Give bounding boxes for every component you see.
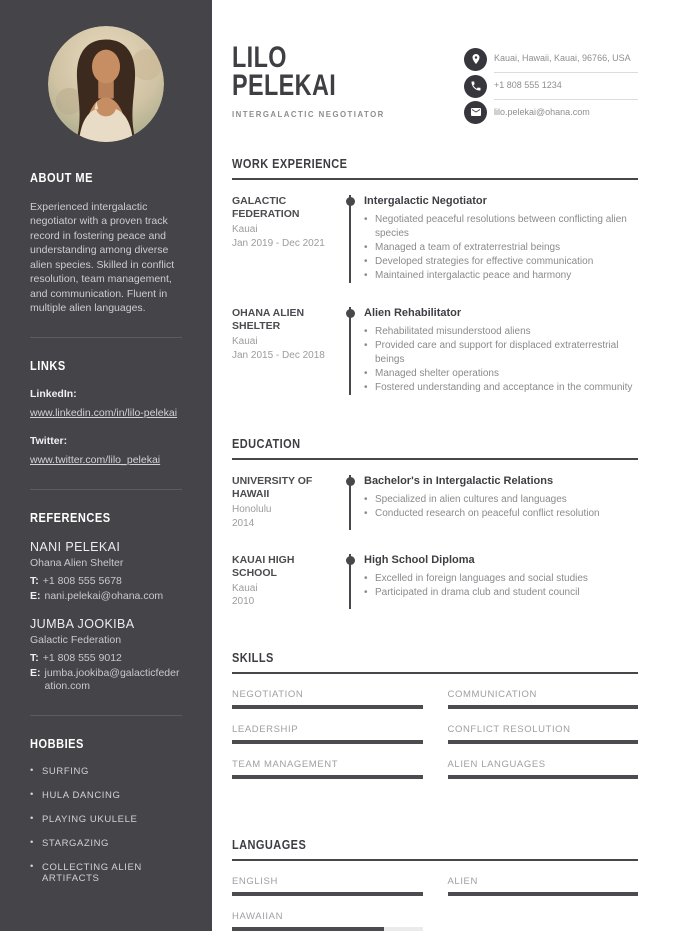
- links-section: [30, 358, 182, 468]
- languages-section: [232, 836, 638, 946]
- entry-dates: 2014: [232, 517, 255, 529]
- page-title: [232, 41, 398, 102]
- education-entry: [232, 554, 638, 613]
- entry-meta: [232, 195, 336, 283]
- links-heading: LINKS: [30, 357, 66, 373]
- skill-bar: [232, 705, 423, 709]
- location-pin-icon: [464, 48, 487, 71]
- link-linkedin: [30, 388, 182, 421]
- language-bar: [448, 892, 639, 896]
- entry-dates: Jan 2015 - Dec 2018: [232, 349, 325, 361]
- reference-email: jumba.jookiba@galacticfederation.com: [44, 667, 180, 693]
- skills-heading: SKILLS: [232, 650, 274, 665]
- skill-label: COMMUNICATION: [447, 688, 537, 700]
- reference-email: nani.pelekai@ohana.com: [44, 590, 164, 602]
- bullet-list: [364, 493, 638, 521]
- bullet: • Excelled in foreign languages and social studies: [364, 572, 638, 586]
- avatar: [48, 26, 164, 142]
- skills-grid: [232, 689, 638, 794]
- twitter-label: Twitter:: [30, 434, 68, 447]
- skill-label: LEADERSHIP: [232, 723, 299, 735]
- education-entry: [232, 475, 638, 554]
- company-name: OHANA ALIEN SHELTER: [232, 307, 305, 332]
- references-heading: REFERENCES: [30, 509, 111, 525]
- language-item: [232, 876, 423, 896]
- school-location: Honolulu: [232, 504, 272, 516]
- school-name: KAUAI HIGH SCHOOL: [232, 554, 295, 579]
- references-section: [30, 510, 182, 694]
- link-twitter: [30, 435, 182, 468]
- skill-item: [448, 759, 639, 779]
- language-bar: [232, 892, 423, 896]
- email-label: E:: [30, 667, 41, 680]
- entry-details: [364, 554, 638, 609]
- skill-bar: [448, 775, 639, 779]
- language-bar-fill: [232, 892, 423, 896]
- timeline: [336, 475, 364, 530]
- work-experience-section: [232, 155, 638, 399]
- company-name: GALACTIC FEDERATION: [232, 195, 300, 220]
- job-role: Alien Rehabilitator: [364, 307, 462, 320]
- timeline: [336, 554, 364, 609]
- skill-label: TEAM MANAGEMENT: [232, 758, 339, 770]
- skill-label: ALIEN LANGUAGES: [447, 758, 546, 770]
- linkedin-url[interactable]: www.linkedin.com/in/lilo-pelekai: [30, 406, 178, 419]
- language-label: HAWAIIAN: [232, 910, 284, 922]
- language-bar-fill: [232, 927, 384, 931]
- language-label: ALIEN: [447, 875, 478, 887]
- last-name: PELEKAI: [232, 69, 337, 102]
- languages-grid: [232, 876, 638, 946]
- identity-block: [232, 41, 398, 125]
- section-heading: [232, 435, 638, 460]
- header: [232, 41, 638, 125]
- skill-bar: [448, 740, 639, 744]
- hobbies-heading: HOBBIES: [30, 735, 84, 751]
- reference-phone: +1 808 555 5678: [42, 574, 122, 587]
- contact-email: [464, 100, 638, 126]
- bullet: • Rehabilitated misunderstood aliens: [364, 325, 638, 339]
- reference-item: [30, 617, 182, 693]
- section-heading: [232, 649, 638, 674]
- main-content: [212, 0, 675, 931]
- contact-location: [464, 46, 638, 73]
- divider: [30, 337, 182, 338]
- skill-item: [232, 759, 423, 779]
- skill-bar-fill: [448, 740, 639, 744]
- skill-bar-fill: [448, 775, 639, 779]
- entry-details: [364, 475, 638, 530]
- skill-item: [448, 724, 639, 744]
- bullet: • Specialized in alien cultures and languages: [364, 493, 638, 507]
- bullet: • Participated in drama club and student council: [364, 586, 638, 600]
- email-icon: [464, 101, 487, 124]
- entry-meta: [232, 475, 336, 530]
- hobby-item: • STARGAZING: [30, 838, 182, 849]
- skill-label: CONFLICT RESOLUTION: [447, 723, 571, 735]
- degree-title: High School Diploma: [364, 554, 475, 567]
- skill-item: [448, 689, 639, 709]
- section-heading: [232, 155, 638, 180]
- bullet-list: [364, 325, 638, 395]
- language-bar: [232, 927, 423, 931]
- skill-bar-fill: [232, 740, 423, 744]
- section-heading: [232, 836, 638, 861]
- bullet-list: [364, 572, 638, 600]
- bullet: • Fostered understanding and acceptance in the community: [364, 381, 638, 395]
- bullet: • Negotiated peaceful resolutions between conflicting alien species: [364, 213, 638, 241]
- education-heading: EDUCATION: [232, 437, 301, 452]
- about-text: Experienced intergalactic negotiator with a proven track record in fostering peace and understanding among diverse alien species. Skilled in conflict resolution, team management, and communication. Fluent in multiple alien languages.: [30, 201, 175, 315]
- timeline: [336, 195, 364, 283]
- hobby-item: • SURFING: [30, 766, 182, 777]
- entry-dates: Jan 2019 - Dec 2021: [232, 237, 325, 249]
- entry-meta: [232, 554, 336, 609]
- phone-label: T:: [30, 574, 39, 587]
- hobby-item: • HULA DANCING: [30, 790, 182, 801]
- bullet: • Developed strategies for effective communication: [364, 255, 638, 269]
- linkedin-label: LinkedIn:: [30, 387, 77, 400]
- hobby-item: • COLLECTING ALIEN ARTIFACTS: [30, 862, 182, 884]
- hobbies-section: [30, 736, 182, 884]
- company-location: Kauai: [232, 336, 258, 348]
- language-item: [232, 911, 423, 931]
- sidebar: [0, 0, 212, 931]
- email-label: E:: [30, 590, 41, 602]
- skill-bar-fill: [232, 775, 423, 779]
- entry-meta: [232, 307, 336, 395]
- reference-item: [30, 540, 182, 603]
- phone-icon: [464, 75, 487, 98]
- skill-bar: [448, 705, 639, 709]
- entry-dates: 2010: [232, 596, 255, 608]
- entry-details: [364, 307, 638, 395]
- entry-details: [364, 195, 638, 283]
- degree-title: Bachelor's in Intergalactic Relations: [364, 475, 554, 488]
- bullet: • Maintained intergalactic peace and harmony: [364, 269, 638, 283]
- company-location: Kauai: [232, 224, 258, 236]
- reference-phone: +1 808 555 9012: [42, 652, 122, 665]
- hobby-list: [30, 766, 182, 884]
- education-section: [232, 435, 638, 613]
- first-name: LILO: [232, 41, 287, 74]
- profile-photo: [48, 26, 164, 142]
- skill-bar-fill: [448, 705, 639, 709]
- skill-bar: [232, 775, 423, 779]
- school-location: Kauai: [232, 582, 258, 594]
- reference-org: Ohana Alien Shelter: [30, 556, 124, 569]
- reference-name: JUMBA JOOKIBA: [30, 617, 135, 632]
- hobby-item: • PLAYING UKULELE: [30, 814, 182, 825]
- contact-block: [464, 46, 638, 125]
- contact-phone-text: +1 808 555 1234: [494, 73, 638, 100]
- bullet: • Conducted research on peaceful conflict resolution: [364, 507, 638, 521]
- reference-name: NANI PELEKAI: [30, 539, 121, 554]
- work-entry: [232, 307, 638, 399]
- language-bar-fill: [448, 892, 639, 896]
- contact-email-text: lilo.pelekai@ohana.com: [494, 106, 590, 117]
- divider: [30, 715, 182, 716]
- contact-phone: [464, 73, 638, 100]
- skill-bar-fill: [232, 705, 423, 709]
- about-heading: ABOUT ME: [30, 170, 94, 185]
- work-entry: [232, 195, 638, 307]
- contact-location-text: Kauai, Hawaii, Kauai, 96766, USA: [494, 46, 638, 73]
- skill-item: [232, 689, 423, 709]
- skill-item: [232, 724, 423, 744]
- timeline: [336, 307, 364, 395]
- skill-bar: [232, 740, 423, 744]
- phone-label: T:: [30, 652, 39, 665]
- twitter-url[interactable]: www.twitter.com/lilo_pelekai: [30, 453, 161, 466]
- bullet: • Managed shelter operations: [364, 367, 638, 381]
- language-label: ENGLISH: [232, 875, 278, 887]
- languages-heading: LANGUAGES: [232, 837, 307, 852]
- bullet-list: [364, 213, 638, 283]
- bullet: • Managed a team of extraterrestrial beings: [364, 241, 638, 255]
- skill-label: NEGOTIATION: [232, 688, 304, 700]
- skills-section: [232, 649, 638, 794]
- bullet: • Provided care and support for displaced extraterrestrial beings: [364, 339, 638, 367]
- work-heading: WORK EXPERIENCE: [232, 157, 348, 172]
- job-role: Intergalactic Negotiator: [364, 195, 487, 208]
- job-title: INTERGALACTIC NEGOTIATOR: [232, 109, 385, 119]
- divider: [30, 489, 182, 490]
- school-name: UNIVERSITY OF HAWAII: [232, 475, 313, 500]
- about-section: [30, 170, 182, 316]
- language-item: [448, 876, 639, 896]
- reference-org: Galactic Federation: [30, 634, 122, 647]
